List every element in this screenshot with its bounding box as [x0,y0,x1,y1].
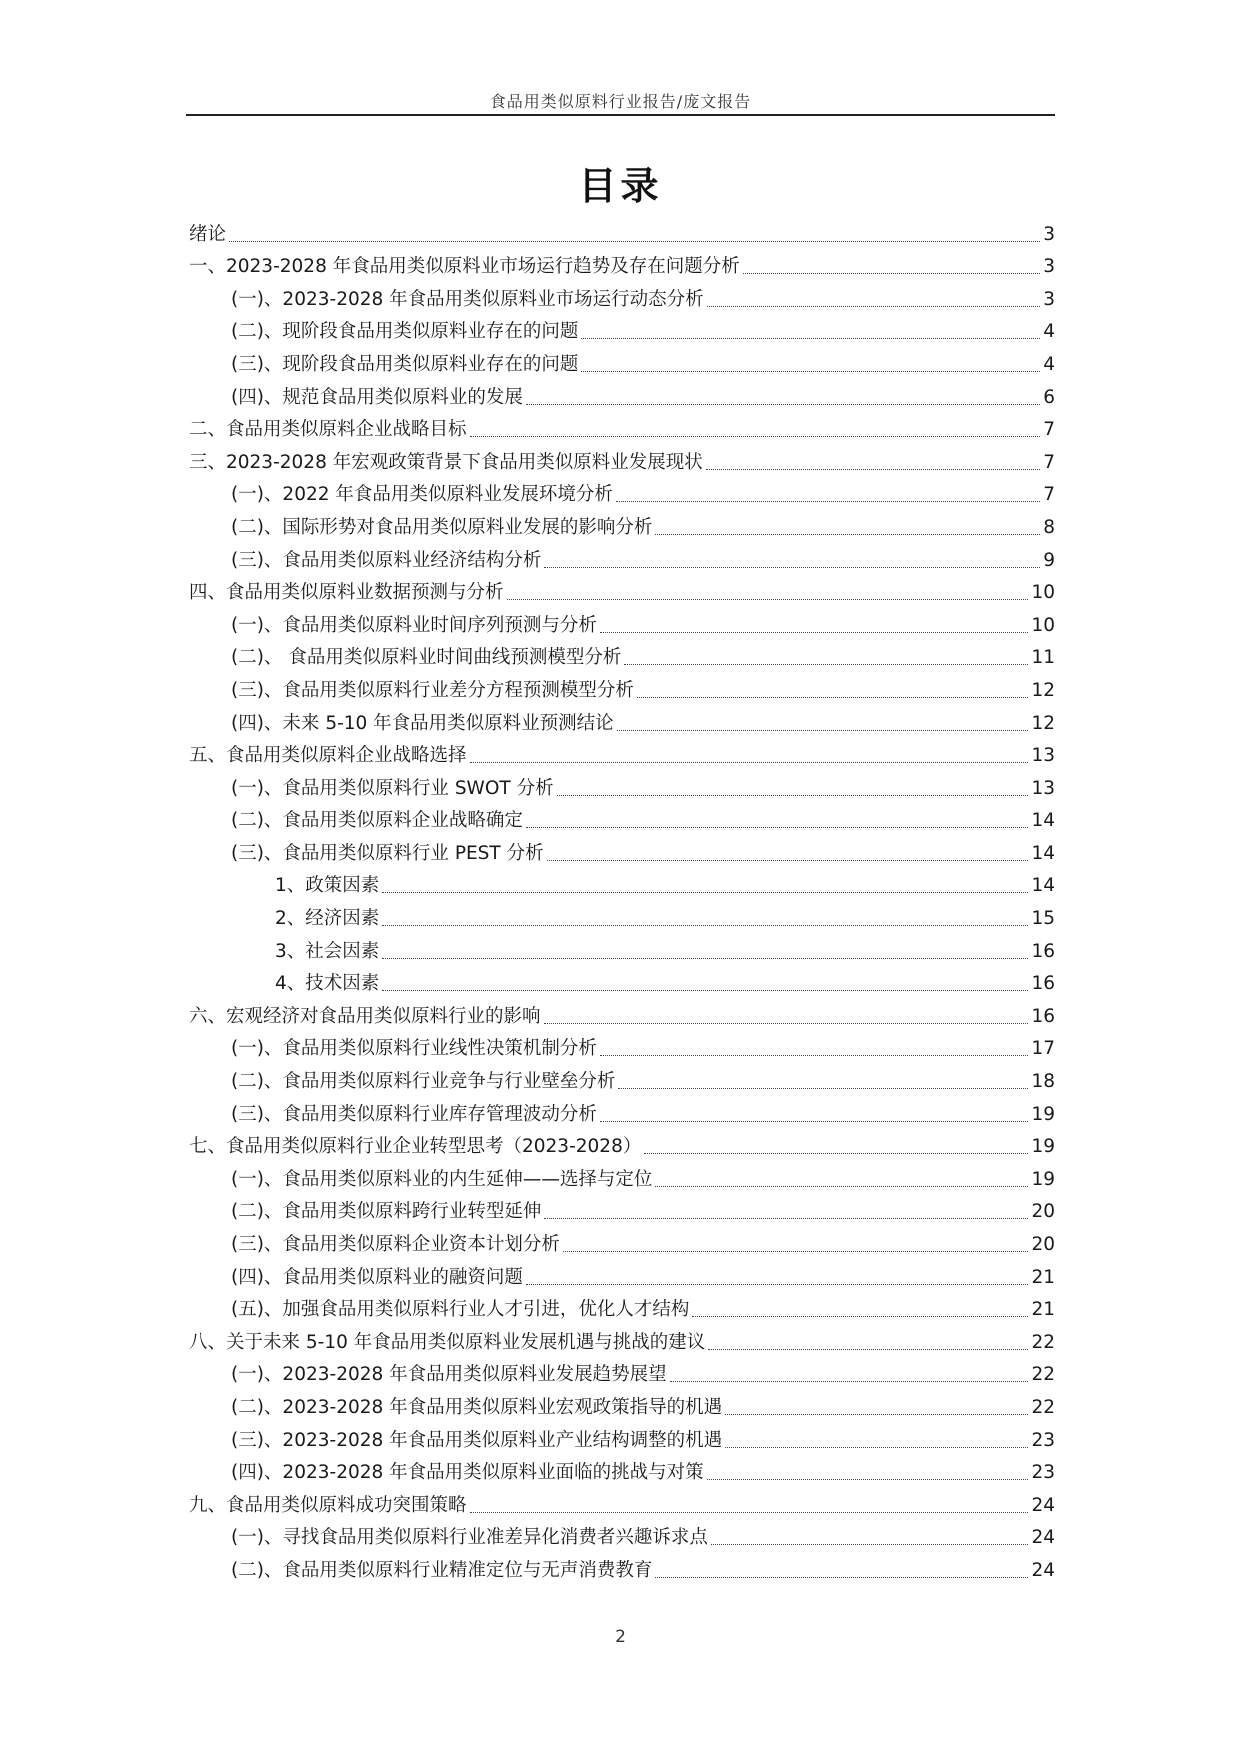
toc-entry-label: (三)、食品用类似原料行业库存管理波动分析 [231,1103,597,1125]
toc-entry-label: 八、关于未来 5-10 年食品用类似原料业发展机遇与挑战的建议 [189,1331,706,1353]
toc-entry-page: 22 [1031,1364,1055,1386]
toc-entry-page: 4 [1043,353,1055,375]
toc-entry-page: 19 [1031,1168,1055,1190]
toc-entry-page: 16 [1031,1005,1055,1027]
toc-entry-page: 6 [1043,386,1055,408]
toc-entry-label: 一、2023-2028 年食品用类似原料业市场运行趋势及存在问题分析 [189,256,740,278]
toc-entry[interactable] [189,1224,1055,1257]
toc-entry-page: 24 [1031,1527,1055,1549]
toc-dot-leader [526,1284,1029,1285]
toc-entry-page: 14 [1031,875,1055,897]
toc-dot-leader [708,1349,1028,1350]
toc-entry-label: 4、技术因素 [275,973,380,995]
toc-entry-label: (二)、2023-2028 年食品用类似原料业宏观政策指导的机遇 [231,1396,723,1418]
toc-entry[interactable] [189,410,1055,443]
toc-entry-page: 17 [1031,1038,1055,1060]
toc-dot-leader [557,795,1029,796]
toc-entry-page: 11 [1031,647,1055,669]
toc-dot-leader [544,1023,1029,1024]
toc-entry[interactable] [189,638,1055,671]
toc-entry[interactable] [189,1453,1055,1486]
toc-dot-leader [707,1479,1029,1480]
toc-entry-label: (一)、食品用类似原料行业 SWOT 分析 [231,777,554,799]
toc-entry-label: (四)、规范食品用类似原料业的发展 [231,386,523,408]
toc-entry-page: 15 [1031,908,1055,930]
toc-entry-label: 四、食品用类似原料业数据预测与分析 [189,582,504,604]
toc-dot-leader [581,338,1040,339]
toc-entry[interactable] [189,507,1055,540]
toc-entry-label: (一)、2023-2028 年食品用类似原料业市场运行动态分析 [231,288,704,310]
toc-entry-label: (一)、食品用类似原料行业线性决策机制分析 [231,1038,597,1060]
toc-entry[interactable] [189,1029,1055,1062]
toc-entry-page: 22 [1031,1396,1055,1418]
toc-entry-page: 16 [1031,973,1055,995]
toc-dot-leader [707,306,1041,307]
toc-entry-label: (三)、食品用类似原料业经济结构分析 [231,549,542,571]
toc-entry-page: 24 [1031,1494,1055,1516]
toc-dot-leader [624,664,1028,665]
toc-entry-label: 七、食品用类似原料行业企业转型思考（2023-2028） [189,1136,642,1158]
toc-dot-leader [655,534,1040,535]
toc-dot-leader [382,892,1028,893]
toc-entry-page: 9 [1043,549,1055,571]
toc-entry[interactable] [189,279,1055,312]
toc-entry-label: (二)、 食品用类似原料业时间曲线预测模型分析 [231,647,622,669]
toc-entry-label: (二)、国际形势对食品用类似原料业发展的影响分析 [231,516,653,538]
toc-entry-label: (一)、2022 年食品用类似原料业发展环境分析 [231,484,613,506]
toc-dot-leader [617,730,1029,731]
toc-entry-label: (一)、2023-2028 年食品用类似原料业发展趋势展望 [231,1364,667,1386]
toc-entry[interactable] [189,1192,1055,1225]
toc-dot-leader [470,762,1029,763]
toc-dot-leader [600,632,1029,633]
toc-entry-label: (二)、食品用类似原料行业竞争与行业壁垒分析 [231,1071,616,1093]
toc-entry[interactable] [189,1420,1055,1453]
toc-dot-leader [655,1577,1028,1578]
toc-entry-label: 九、食品用类似原料成功突围策略 [189,1494,467,1516]
toc-entry[interactable] [189,964,1055,997]
toc-entry-label: (一)、寻找食品用类似原料行业准差异化消费者兴趣诉求点 [231,1527,708,1549]
toc-entry-label: (二)、食品用类似原料企业战略确定 [231,810,523,832]
toc-entry[interactable] [189,1061,1055,1094]
toc-entry-page: 21 [1031,1299,1055,1321]
running-header: 食品用类似原料行业报告/庞文报告 [489,92,752,111]
toc-dot-leader [229,241,1040,242]
toc-entry-page: 16 [1031,940,1055,962]
toc-entry[interactable] [189,996,1055,1029]
toc-entry[interactable] [189,1159,1055,1192]
page-number: 2 [615,1627,626,1647]
toc-dot-leader [644,1153,1028,1154]
toc-entry[interactable] [189,931,1055,964]
toc-entry-page: 7 [1043,451,1055,473]
toc-entry-page: 10 [1031,582,1055,604]
toc-dot-leader [544,567,1040,568]
toc-entry[interactable] [189,670,1055,703]
toc-entry[interactable] [189,866,1055,899]
toc-entry-page: 14 [1031,810,1055,832]
toc-dot-leader [600,1055,1029,1056]
toc-entry-label: (三)、食品用类似原料行业差分方程预测模型分析 [231,679,634,701]
toc-dot-leader [507,599,1029,600]
toc-entry-label: (三)、食品用类似原料行业 PEST 分析 [231,842,544,864]
toc-entry-page: 12 [1031,712,1055,734]
toc-entry[interactable] [189,214,1055,247]
toc-entry-page: 7 [1043,419,1055,441]
toc-dot-leader [616,501,1040,502]
toc-entry-page: 3 [1043,288,1055,310]
toc-entry-page: 20 [1031,1234,1055,1255]
toc-dot-leader [382,925,1028,926]
toc-dot-leader [725,1414,1028,1415]
toc-entry-page: 14 [1031,842,1055,864]
toc-entry[interactable] [189,1127,1055,1160]
toc-entry-page: 3 [1043,223,1055,245]
toc-entry[interactable] [189,703,1055,736]
toc-dot-leader [581,371,1040,372]
toc-entry[interactable] [189,1290,1055,1323]
toc-entry-page: 8 [1043,516,1055,538]
toc-dot-leader [706,469,1040,470]
toc-entry[interactable] [189,833,1055,866]
toc-entry-label: (三)、食品用类似原料企业资本计划分析 [231,1234,560,1255]
toc-dot-leader [618,1088,1028,1089]
toc-entry-page: 13 [1031,745,1055,767]
toc-entry-page: 21 [1031,1266,1055,1288]
table-of-contents [189,214,1055,1583]
toc-entry[interactable] [189,312,1055,345]
toc-dot-leader [526,827,1029,828]
toc-dot-leader [637,697,1029,698]
toc-entry-label: 二、食品用类似原料企业战略目标 [189,419,467,441]
toc-entry[interactable] [189,1094,1055,1127]
toc-dot-leader [692,1316,1028,1317]
toc-entry-label: 1、政策因素 [275,875,380,897]
toc-entry[interactable] [189,1322,1055,1355]
toc-entry-label: (二)、食品用类似原料跨行业转型延伸 [231,1201,542,1223]
toc-entry-label: 六、宏观经济对食品用类似原料行业的影响 [189,1005,541,1027]
toc-entry-page: 22 [1031,1331,1055,1353]
toc-entry-page: 23 [1031,1462,1055,1484]
toc-dot-leader [725,1447,1028,1448]
toc-entry[interactable] [189,573,1055,606]
toc-entry-label: (二)、食品用类似原料行业精准定位与无声消费教育 [231,1559,653,1581]
toc-title: 目录 [578,164,663,208]
toc-entry-label: 2、经济因素 [275,908,380,930]
toc-entry[interactable] [189,540,1055,573]
toc-entry[interactable] [189,1485,1055,1518]
toc-dot-leader [711,1544,1029,1545]
toc-entry[interactable] [189,344,1055,377]
toc-dot-leader [670,1381,1029,1382]
toc-dot-leader [470,436,1041,437]
toc-dot-leader [563,1251,1029,1252]
toc-entry-page: 23 [1031,1429,1055,1451]
toc-entry[interactable] [189,377,1055,410]
toc-entry[interactable] [189,247,1055,280]
toc-entry-page: 19 [1031,1136,1055,1158]
toc-entry-page: 12 [1031,679,1055,701]
toc-entry-page: 19 [1031,1103,1055,1125]
toc-entry[interactable] [189,898,1055,931]
toc-entry-page: 7 [1043,484,1055,506]
toc-dot-leader [526,404,1040,405]
toc-dot-leader [655,1186,1028,1187]
toc-entry-page: 10 [1031,614,1055,636]
toc-entry-page: 13 [1031,777,1055,799]
toc-entry-page: 24 [1031,1559,1055,1581]
toc-entry-page: 3 [1043,256,1055,278]
toc-entry[interactable] [189,768,1055,801]
toc-entry-page: 20 [1031,1201,1055,1223]
toc-entry-label: 三、2023-2028 年宏观政策背景下食品用类似原料业发展现状 [189,451,703,473]
toc-entry-label: (二)、现阶段食品用类似原料业存在的问题 [231,321,579,343]
toc-entry-page: 4 [1043,321,1055,343]
toc-entry-label: (五)、加强食品用类似原料行业人才引进，优化人才结构 [231,1299,690,1321]
toc-entry-label: (一)、食品用类似原料业的内生延伸——选择与定位 [231,1168,653,1190]
toc-dot-leader [382,990,1028,991]
toc-entry-label: (三)、2023-2028 年食品用类似原料业产业结构调整的机遇 [231,1429,723,1451]
toc-dot-leader [743,273,1040,274]
toc-dot-leader [547,860,1029,861]
toc-entry[interactable] [189,1550,1055,1583]
toc-entry-label: 绪论 [189,223,227,245]
toc-dot-leader [382,958,1028,959]
toc-entry-label: 五、食品用类似原料企业战略选择 [189,745,467,767]
toc-entry-page: 18 [1031,1071,1055,1093]
toc-entry[interactable] [189,475,1055,508]
toc-entry-label: (四)、2023-2028 年食品用类似原料业面临的挑战与对策 [231,1462,704,1484]
toc-dot-leader [470,1512,1029,1513]
toc-entry-label: (三)、现阶段食品用类似原料业存在的问题 [231,353,579,375]
toc-dot-leader [544,1218,1028,1219]
toc-entry[interactable] [189,1257,1055,1290]
toc-entry[interactable] [189,1518,1055,1551]
header-divider [186,114,1055,116]
toc-entry-label: (四)、食品用类似原料业的融资问题 [231,1266,523,1288]
toc-entry[interactable] [189,442,1055,475]
toc-entry[interactable] [189,801,1055,834]
toc-dot-leader [600,1121,1029,1122]
toc-entry[interactable] [189,1387,1055,1420]
toc-entry[interactable] [189,736,1055,769]
toc-entry-label: (一)、食品用类似原料业时间序列预测与分析 [231,614,597,636]
toc-entry-label: (四)、未来 5-10 年食品用类似原料业预测结论 [231,712,614,734]
toc-entry[interactable] [189,1355,1055,1388]
toc-entry-label: 3、社会因素 [275,940,380,962]
toc-entry[interactable] [189,605,1055,638]
